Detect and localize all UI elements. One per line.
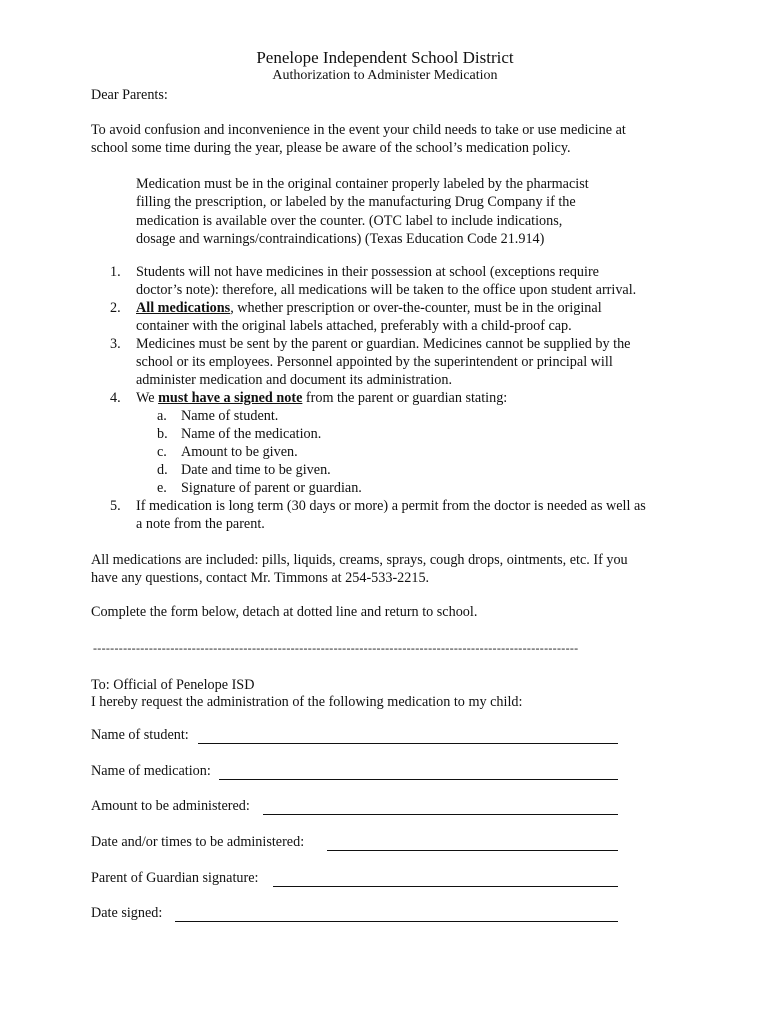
sub-item-letter: b. [157, 426, 168, 442]
rule-text [136, 263, 696, 299]
rule-line: doctor’s note): therefore, all medications will be taken to the office upon student arrival. [136, 282, 637, 298]
medication-name-field[interactable] [91, 762, 621, 782]
policy-line: Medication must be in the original container properly labeled by the pharmacist [136, 176, 589, 192]
parent-signature-input[interactable] [273, 886, 618, 887]
rule-line: , whether prescription or over-the-counter, must be in the original [230, 300, 602, 316]
rule-text-post: from the parent or guardian stating: [302, 390, 508, 406]
policy-line: dosage and warnings/contraindications) (Texas Education Code 21.914) [136, 230, 545, 247]
sub-item-text: Name of the medication. [181, 426, 322, 442]
emphasis-all-medications: All medications [136, 300, 231, 316]
included-line-1: All medications are included: pills, liquids, creams, sprays, cough drops, ointments, etc. If you [91, 552, 628, 568]
rule-number: 5. [110, 498, 121, 514]
field-label: Date signed: [91, 905, 163, 921]
emphasis-signed-note: must have a signed note [158, 390, 303, 406]
amount-input[interactable] [263, 814, 618, 815]
date-signed-input[interactable] [175, 921, 618, 922]
rule-line: Medicines must be sent by the parent or guardian. Medicines cannot be supplied by the [136, 336, 631, 352]
date-times-input[interactable] [327, 850, 618, 851]
rule-line: If medication is long term (30 days or more) a permit from the doctor is needed as well as [136, 498, 646, 514]
rule-text [136, 389, 696, 407]
date-times-field[interactable] [91, 833, 621, 853]
detach-line: ----------------------------------------------------------------------------------------------------------------- [93, 641, 579, 655]
sub-item-letter: d. [157, 462, 168, 478]
field-label: Date and/or times to be administered: [91, 834, 305, 850]
sub-item-text: Signature of parent or guardian. [181, 480, 362, 496]
rule-line: a note from the parent. [136, 516, 265, 532]
intro-line-1: To avoid confusion and inconvenience in the event your child needs to take or use medicine at [91, 122, 626, 138]
rule-line: Students will not have medicines in their possession at school (exceptions require [136, 264, 599, 280]
policy-paragraph [136, 175, 636, 248]
rule-number: 2. [110, 300, 121, 316]
parent-signature-field[interactable] [91, 869, 621, 889]
form-request-line: I hereby request the administration of the following medication to my child: [91, 694, 523, 710]
sub-item-text: Date and time to be given. [181, 462, 331, 478]
rule-text [136, 299, 696, 335]
amount-field[interactable] [91, 797, 621, 817]
rule-number: 3. [110, 336, 121, 352]
field-label: Name of medication: [91, 763, 211, 779]
sub-item-letter: a. [157, 408, 167, 424]
field-label: Amount to be administered: [91, 798, 250, 814]
policy-line: filling the prescription, or labeled by the manufacturing Drug Company if the [136, 194, 576, 211]
rule-line: administer medication and document its administration. [136, 372, 452, 388]
included-line-2: have any questions, contact Mr. Timmons at 254-533-2215. [91, 570, 430, 586]
field-label: Name of student: [91, 727, 189, 743]
student-name-field[interactable] [91, 726, 621, 746]
sub-item-letter: e. [157, 480, 167, 496]
instructions: Complete the form below, detach at dotted line and return to school. [91, 604, 478, 620]
student-name-input[interactable] [198, 743, 618, 744]
policy-line: medication is available over the counter. (OTC label to include indications, [136, 212, 563, 229]
rule-line: school or its employees. Personnel appointed by the superintendent or principal will [136, 354, 613, 370]
rule-text [136, 497, 696, 533]
date-signed-field[interactable] [91, 904, 621, 924]
intro-line-2: school some time during the year, please be aware of the school’s medication policy. [91, 140, 571, 156]
rule-text [136, 335, 696, 389]
rule-number: 1. [110, 264, 121, 280]
sub-item-letter: c. [157, 444, 167, 460]
sub-item-text: Name of student. [181, 408, 279, 424]
document-subtitle: Authorization to Administer Medication [272, 68, 498, 83]
medication-name-input[interactable] [219, 779, 618, 780]
salutation: Dear Parents: [91, 87, 168, 103]
field-label: Parent of Guardian signature: [91, 870, 259, 886]
rule-text-pre: We [136, 390, 159, 406]
sub-item-text: Amount to be given. [181, 444, 298, 460]
rule-line: container with the original labels attached, preferably with a child-proof cap. [136, 318, 572, 334]
form-to-line: To: Official of Penelope ISD [91, 677, 255, 693]
rule-number: 4. [110, 390, 121, 406]
document-title: Penelope Independent School District [256, 48, 514, 67]
